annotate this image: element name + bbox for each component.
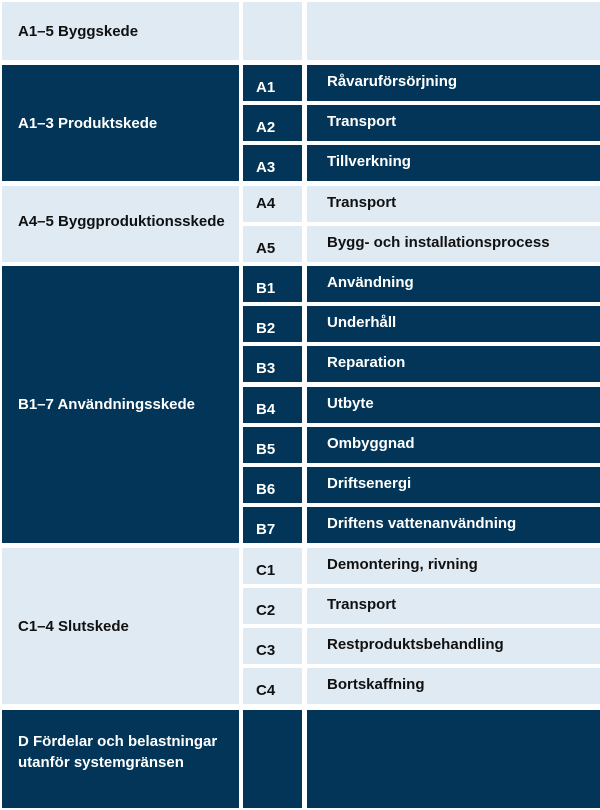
- module-desc: Restproduktsbehandling: [307, 628, 600, 664]
- module-code: C1: [243, 548, 302, 584]
- stage-a1-3-produktskede: [2, 65, 239, 181]
- module-desc: Driftsenergi: [307, 467, 600, 503]
- module-code: B3: [243, 346, 302, 382]
- footer-desc-cell: [307, 710, 600, 808]
- module-code: A5: [243, 226, 302, 262]
- footer-code-cell: [243, 710, 302, 808]
- stage-label: A4–5 Byggproduktionsskede: [18, 212, 225, 230]
- module-code: B2: [243, 306, 302, 342]
- stage-label: B1–7 Användningsskede: [18, 396, 196, 413]
- stage-label: A1–5 Byggskede: [18, 22, 139, 40]
- module-code: C4: [243, 668, 302, 704]
- module-desc: Transport: [307, 105, 600, 141]
- module-code: A2: [243, 105, 302, 141]
- module-desc: Utbyte: [307, 387, 600, 423]
- module-code: C2: [243, 588, 302, 624]
- module-desc: Råvaruförsörjning: [307, 65, 600, 101]
- stage-a1-5-byggskede: [2, 2, 239, 60]
- stage-d-fordelar: [2, 710, 239, 808]
- module-desc: Reparation: [307, 346, 600, 382]
- module-desc: Tillverkning: [307, 145, 600, 181]
- module-code: A4: [243, 186, 302, 222]
- module-desc: Underhåll: [307, 306, 600, 342]
- module-desc: Demontering, rivning: [307, 548, 600, 584]
- stage-b1-7-anvandningsskede: [2, 266, 239, 543]
- module-code: B4: [243, 387, 302, 423]
- module-desc: Bortskaffning: [307, 668, 600, 704]
- header-code-cell: [243, 2, 302, 60]
- module-desc: Bygg- och installationsprocess: [307, 226, 600, 262]
- stage-label: D Fördelar och belastningar utanför systemgränsen: [18, 733, 218, 771]
- module-desc: Transport: [307, 588, 600, 624]
- module-code: A3: [243, 145, 302, 181]
- module-code: B1: [243, 266, 302, 302]
- module-desc: Driftens vattenanvändning: [307, 507, 600, 543]
- stage-c1-4-slutskede: [2, 548, 239, 704]
- module-code: C3: [243, 628, 302, 664]
- module-code: B5: [243, 427, 302, 463]
- module-desc: Användning: [307, 266, 600, 302]
- stage-label: C1–4 Slutskede: [18, 617, 129, 635]
- module-code: A1: [243, 65, 302, 101]
- header-desc-cell: [307, 2, 600, 60]
- stage-label: A1–3 Produktskede: [18, 114, 158, 132]
- stage-a4-5-byggproduktionsskede: [2, 186, 239, 262]
- module-code: B6: [243, 467, 302, 503]
- module-code: B7: [243, 507, 302, 543]
- module-desc: Transport: [307, 186, 600, 222]
- module-desc: Ombyggnad: [307, 427, 600, 463]
